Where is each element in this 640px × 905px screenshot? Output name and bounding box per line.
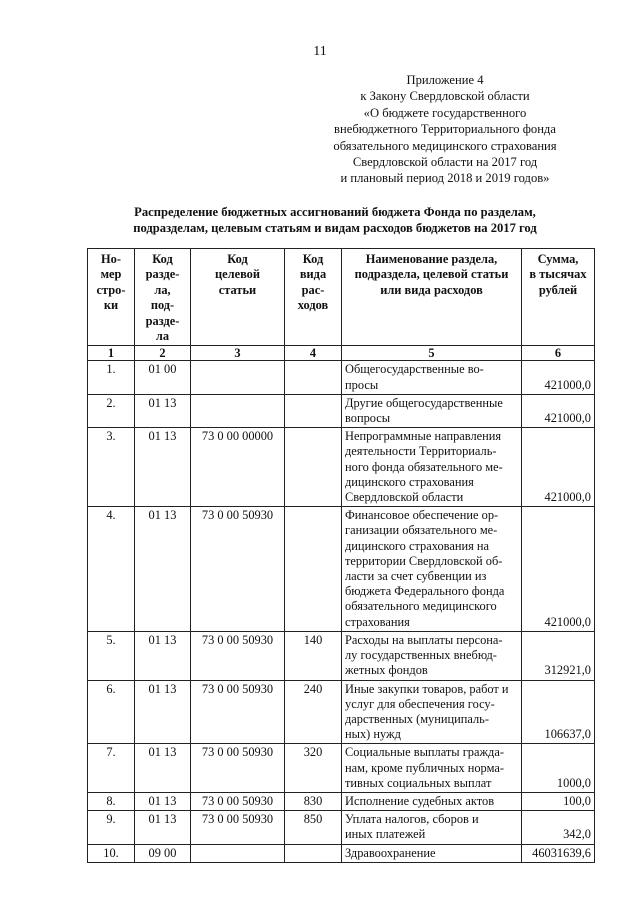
sum-cell: 342,0 xyxy=(522,811,595,844)
title-line: подразделам, целевым статьям и видам расходов бюджетов на 2017 год xyxy=(133,221,537,235)
sum-cell: 46031639,6 xyxy=(522,844,595,862)
expense-type-cell xyxy=(285,844,342,862)
appendix-caption xyxy=(300,72,590,187)
column-number: 5 xyxy=(342,346,522,361)
table-body xyxy=(88,361,595,862)
row-number-cell: 10. xyxy=(88,844,135,862)
table-header-row xyxy=(88,249,595,346)
sum-cell: 421000,0 xyxy=(522,361,595,394)
target-code-cell xyxy=(191,394,285,427)
header-row-number: Но- мер стро- ки xyxy=(88,249,135,346)
budget-table xyxy=(87,248,595,863)
table-row xyxy=(88,844,595,862)
name-cell: Исполнение судебных актов xyxy=(342,792,522,810)
sum-cell: 1000,0 xyxy=(522,744,595,793)
row-number-cell: 3. xyxy=(88,428,135,507)
name-cell: Здравоохранение xyxy=(342,844,522,862)
sum-cell: 421000,0 xyxy=(522,428,595,507)
row-number-cell: 2. xyxy=(88,394,135,427)
target-code-cell xyxy=(191,361,285,394)
expense-type-cell: 240 xyxy=(285,680,342,744)
name-cell: Уплата налогов, сборов и иных платежей xyxy=(342,811,522,844)
document-title xyxy=(60,204,610,236)
target-code-cell: 73 0 00 50930 xyxy=(191,631,285,680)
row-number-cell: 5. xyxy=(88,631,135,680)
target-code-cell: 73 0 00 50930 xyxy=(191,507,285,632)
target-code-cell: 73 0 00 50930 xyxy=(191,744,285,793)
column-number: 2 xyxy=(135,346,191,361)
table-row xyxy=(88,744,595,793)
appendix-line: обязательного медицинского страхования xyxy=(333,138,557,153)
name-cell: Социальные выплаты гражда- нам, кроме публичных норма- тивных социальных выплат xyxy=(342,744,522,793)
appendix-line: внебюджетного Территориального фонда xyxy=(334,122,556,137)
name-cell: Другие общегосударственные вопросы xyxy=(342,394,522,427)
row-number-cell: 8. xyxy=(88,792,135,810)
name-cell: Иные закупки товаров, работ и услуг для обеспечения госу- дарственных (муниципаль- ных) нужд xyxy=(342,680,522,744)
table-row xyxy=(88,811,595,844)
row-number-cell: 9. xyxy=(88,811,135,844)
section-code-cell: 01 13 xyxy=(135,428,191,507)
target-code-cell: 73 0 00 50930 xyxy=(191,792,285,810)
table-row xyxy=(88,394,595,427)
appendix-line: «О бюджете государственного xyxy=(363,105,527,120)
table-row xyxy=(88,792,595,810)
table-row xyxy=(88,361,595,394)
sum-cell: 421000,0 xyxy=(522,507,595,632)
expense-type-cell: 140 xyxy=(285,631,342,680)
row-number-cell: 4. xyxy=(88,507,135,632)
sum-cell: 106637,0 xyxy=(522,680,595,744)
column-number: 1 xyxy=(88,346,135,361)
row-number-cell: 7. xyxy=(88,744,135,793)
table-row xyxy=(88,428,595,507)
target-code-cell: 73 0 00 50930 xyxy=(191,680,285,744)
section-code-cell: 01 13 xyxy=(135,507,191,632)
section-code-cell: 09 00 xyxy=(135,844,191,862)
section-code-cell: 01 13 xyxy=(135,394,191,427)
name-cell: Финансовое обеспечение ор- ганизации обязательного ме- дицинского страхования на территории Свердловской об- ласти за счет субвенции из бюджета Федерального фонда обязательного медицинского страхования xyxy=(342,507,522,632)
sum-cell: 421000,0 xyxy=(522,394,595,427)
page-number: 11 xyxy=(313,44,327,59)
table-row xyxy=(88,507,595,632)
table-row xyxy=(88,631,595,680)
appendix-line: и плановый период 2018 и 2019 годов» xyxy=(340,171,550,186)
expense-type-cell xyxy=(285,428,342,507)
row-number-cell: 1. xyxy=(88,361,135,394)
expense-type-cell: 850 xyxy=(285,811,342,844)
section-code-cell: 01 13 xyxy=(135,680,191,744)
expense-type-cell: 320 xyxy=(285,744,342,793)
header-target-code: Код целевой статьи xyxy=(191,249,285,346)
name-cell: Общегосударственные во- просы xyxy=(342,361,522,394)
section-code-cell: 01 13 xyxy=(135,811,191,844)
column-number: 3 xyxy=(191,346,285,361)
header-sum: Сумма, в тысячах рублей xyxy=(522,249,595,346)
expense-type-cell xyxy=(285,394,342,427)
section-code-cell: 01 00 xyxy=(135,361,191,394)
header-expense-type-code: Код вида рас- ходов xyxy=(285,249,342,346)
header-name: Наименование раздела, подраздела, целевой статьи или вида расходов xyxy=(342,249,522,346)
appendix-line: к Закону Свердловской области xyxy=(360,89,530,104)
target-code-cell: 73 0 00 50930 xyxy=(191,811,285,844)
target-code-cell xyxy=(191,844,285,862)
title-line: Распределение бюджетных ассигнований бюджета Фонда по разделам, xyxy=(134,205,536,219)
column-number: 6 xyxy=(522,346,595,361)
sum-cell: 312921,0 xyxy=(522,631,595,680)
header-section-code: Код разде- ла, под- разде- ла xyxy=(135,249,191,346)
name-cell: Непрограммные направления деятельности Территориаль- ного фонда обязательного ме- дицинского страхования Свердловской области xyxy=(342,428,522,507)
appendix-line: Свердловской области на 2017 год xyxy=(352,155,538,170)
section-code-cell: 01 13 xyxy=(135,744,191,793)
expense-type-cell xyxy=(285,507,342,632)
row-number-cell: 6. xyxy=(88,680,135,744)
expense-type-cell: 830 xyxy=(285,792,342,810)
name-cell: Расходы на выплаты персона- лу государственных внебюд- жетных фондов xyxy=(342,631,522,680)
section-code-cell: 01 13 xyxy=(135,631,191,680)
table-row xyxy=(88,680,595,744)
target-code-cell: 73 0 00 00000 xyxy=(191,428,285,507)
appendix-line: Приложение 4 xyxy=(406,73,484,87)
column-number: 4 xyxy=(285,346,342,361)
expense-type-cell xyxy=(285,361,342,394)
section-code-cell: 01 13 xyxy=(135,792,191,810)
column-number-row xyxy=(88,346,595,361)
sum-cell: 100,0 xyxy=(522,792,595,810)
